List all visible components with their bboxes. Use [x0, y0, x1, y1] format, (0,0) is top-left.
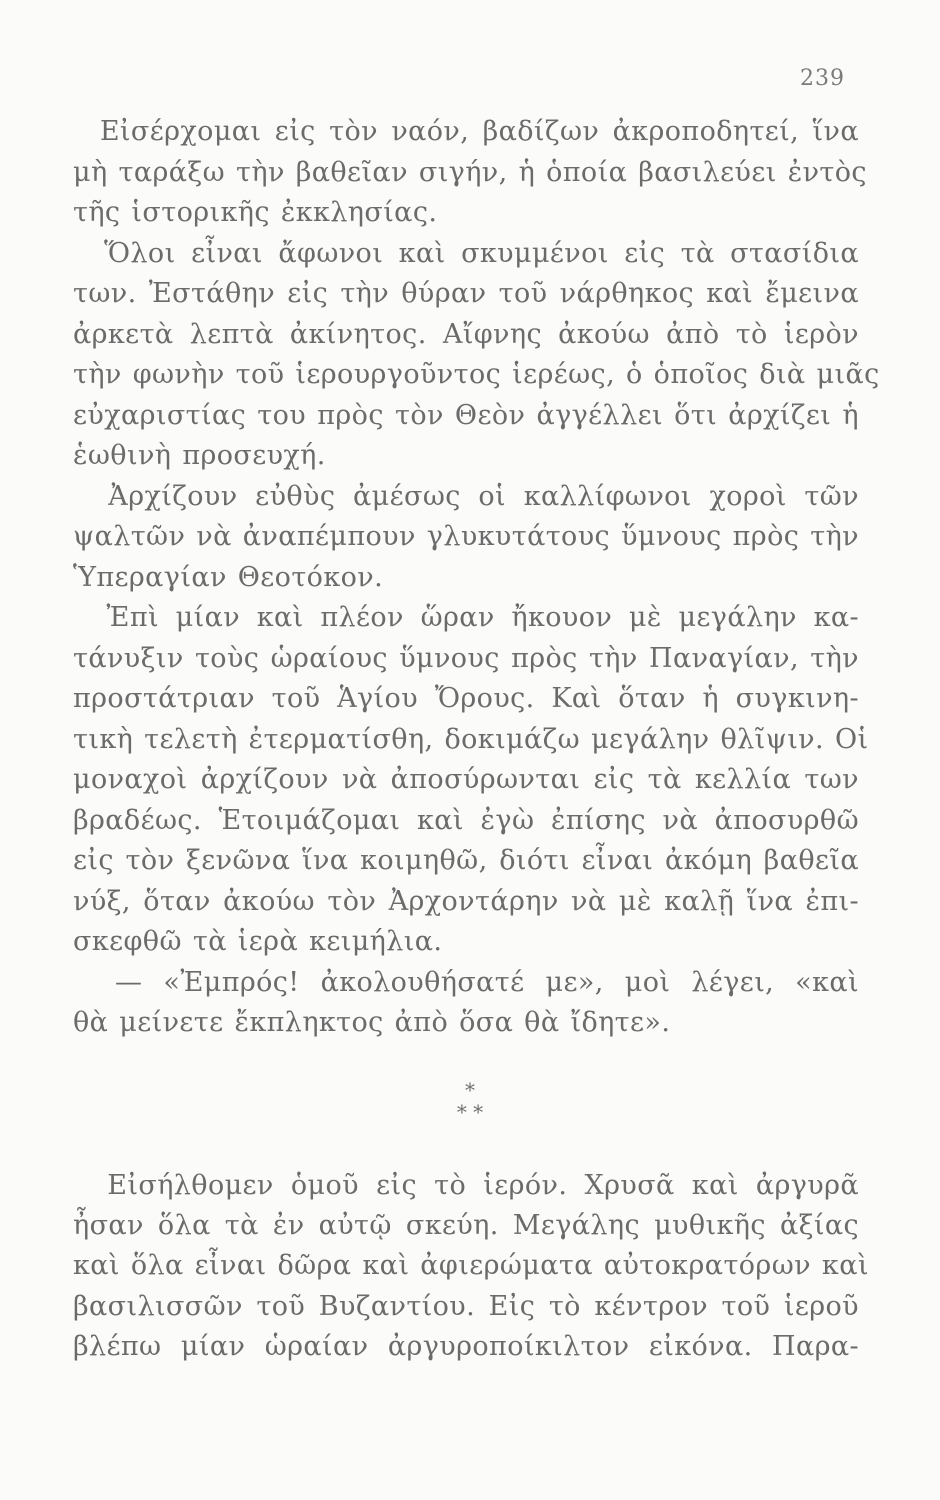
- text-line: — «Ἐμπρός! ἀκολουθήσατέ με», μοὶ λέγει, «καὶ: [73, 966, 859, 998]
- asterism-bottom: * *: [456, 1100, 484, 1124]
- text-line: Ὅλοι εἶναι ἄφωνοι καὶ σκυμμένοι εἰς τὰ στασίδια: [73, 237, 859, 269]
- text-line: σκεφθῶ τὰ ἱερὰ κειμήλια.: [73, 926, 443, 957]
- text-line: τῆς ἱστορικῆς ἐκκλησίας.: [73, 197, 438, 228]
- text-line: Ἐπὶ μίαν καὶ πλέον ὥραν ἤκουον μὲ μεγάλην κα-: [73, 602, 859, 633]
- text-line: τὴν φωνὴν τοῦ ἱερουργοῦντος ἱερέως, ὁ ὁποῖος διὰ μιᾶς: [73, 359, 880, 390]
- text-line: προστάτριαν τοῦ Ἁγίου Ὄρους. Καὶ ὅταν ἡ συγκινη-: [73, 683, 859, 714]
- text-line: τικὴ τελετὴ ἐτερματίσθη, δοκιμάζω μεγάλην θλῖψιν. Οἱ: [73, 723, 869, 755]
- text-line: εἰς τὸν ξενῶνα ἵνα κοιμηθῶ, διότι εἶναι ἀκόμη βαθεῖα: [73, 845, 859, 876]
- text-line: ἀρκετὰ λεπτὰ ἀκίνητος. Αἴφνης ἀκούω ἀπὸ τὸ ἱερὸν: [73, 318, 859, 350]
- text-line: μοναχοὶ ἀρχίζουν νὰ ἀποσύρωνται εἰς τὰ κελλία των: [73, 764, 859, 795]
- page-number: 239: [800, 66, 845, 91]
- text-line: Εἰσήλθομεν ὁμοῦ εἰς τὸ ἱερόν. Χρυσᾶ καὶ ἀργυρᾶ: [73, 1170, 859, 1201]
- text-line: νύξ, ὅταν ἀκούω τὸν Ἀρχοντάρην νὰ μὲ καλῇ ἵνα ἐπι-: [73, 885, 859, 917]
- text-section-1: [73, 112, 880, 1044]
- text-line: τάνυξιν τοὺς ὡραίους ὕμνους πρὸς τὴν Παναγίαν, τὴν: [73, 642, 859, 674]
- text-line: ἑωθινὴ προσευχή.: [73, 440, 326, 471]
- text-line: θὰ μείνετε ἔκπληκτος ἀπὸ ὅσα θὰ ἴδητε».: [73, 1007, 671, 1038]
- text-line: Εἰσέρχομαι εἰς τὸν ναόν, βαδίζων ἀκροποδητεί, ἵνα: [73, 116, 859, 147]
- text-section-2: [73, 1166, 869, 1367]
- text-line: βραδέως. Ἑτοιμάζομαι καὶ ἐγὼ ἐπίσης νὰ ἀποσυρθῶ: [73, 804, 859, 836]
- text-line: βασιλισσῶν τοῦ Βυζαντίου. Εἰς τὸ κέντρον τοῦ ἱεροῦ: [73, 1290, 859, 1322]
- text-line: Ἀρχίζουν εὐθὺς ἀμέσως οἱ καλλίφωνοι χοροὶ τῶν: [73, 480, 859, 512]
- asterism-top: *: [465, 1078, 475, 1102]
- text-line: βλέπω μίαν ὡραίαν ἀργυροποίκιλτον εἰκόνα. Παρα-: [73, 1330, 859, 1362]
- text-line: εὐχαριστίας του πρὸς τὸν Θεὸν ἀγγέλλει ὅτι ἀρχίζει ἡ: [73, 399, 859, 431]
- asterism-separator: [0, 1079, 940, 1123]
- text-line: καὶ ὅλα εἶναι δῶρα καὶ ἀφιερώματα αὐτοκρατόρων καὶ: [73, 1250, 869, 1282]
- text-line: ἦσαν ὅλα τὰ ἐν αὐτῷ σκεύη. Μεγάλης μυθικῆς ἀξίας: [73, 1210, 859, 1242]
- text-line: των. Ἐστάθην εἰς τὴν θύραν τοῦ νάρθηκος καὶ ἔμεινα: [73, 278, 859, 309]
- text-line: μὴ ταράξω τὴν βαθεῖαν σιγήν, ἡ ὁποία βασιλεύει ἐντὸς: [73, 156, 867, 188]
- text-line: ψαλτῶν νὰ ἀναπέμπουν γλυκυτάτους ὕμνους πρὸς τὴν: [73, 521, 859, 552]
- text-line: Ὑπεραγίαν Θεοτόκον.: [73, 561, 384, 593]
